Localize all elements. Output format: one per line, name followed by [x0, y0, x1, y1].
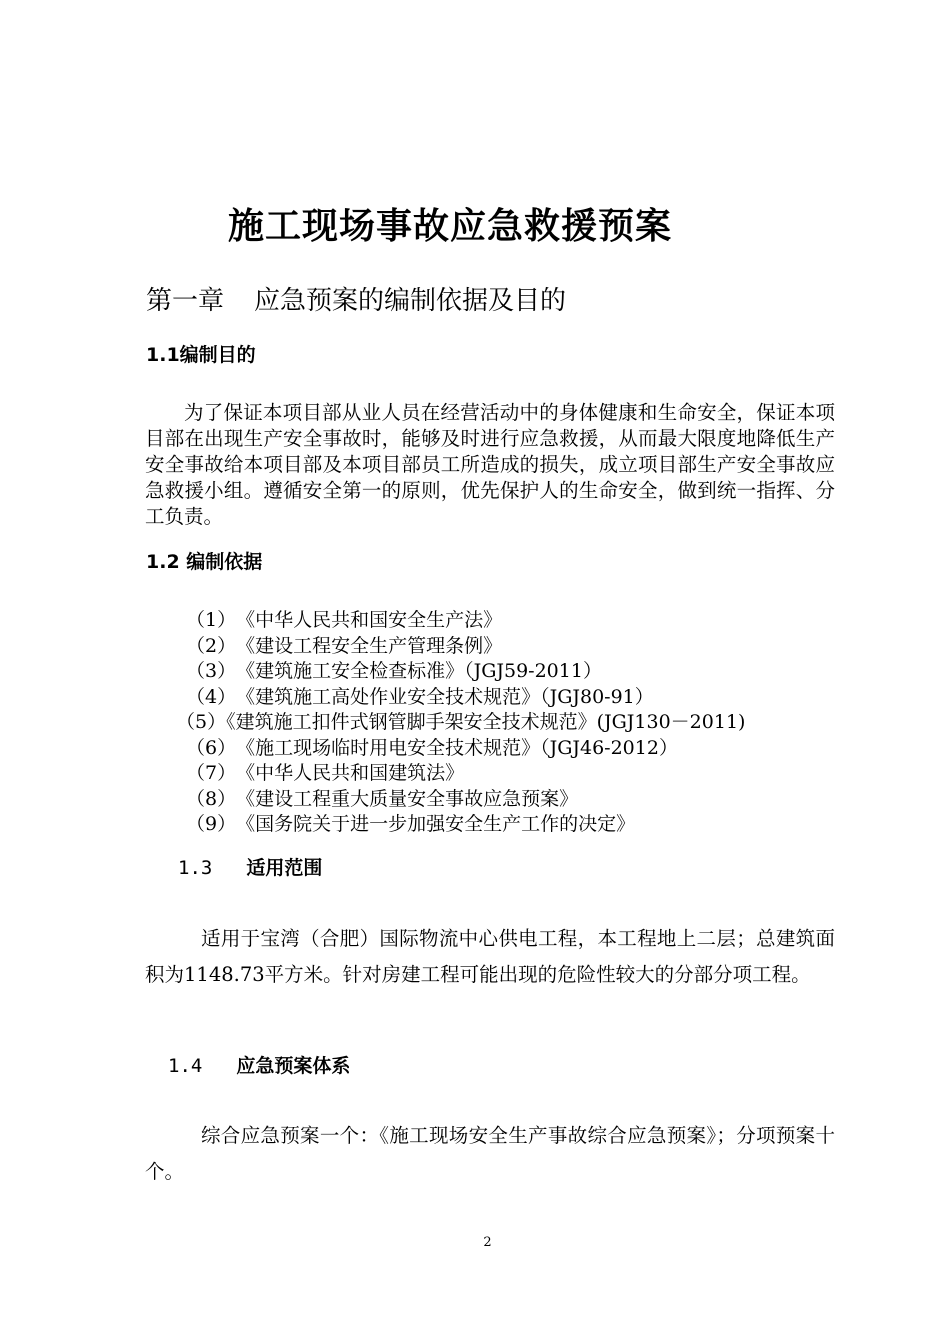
- section-1-1-body: 为了保证本项目部从业人员在经营活动中的身体健康和生命安全，保证本项目部在出现生产安全事故时，能够及时进行应急救援，从而最大限度地降低生产安全事故给本项目部及本项目部员工所造成的损失，成立项目部生产安全事故应急救援小组。遵循安全第一的原则，优先保护人的生命安全，做到统一指挥、分工负责。: [145, 401, 835, 528]
- list-item: （2） 《建设工程安全生产管理条例》: [186, 634, 503, 657]
- document-title: 施工现场事故应急救援预案: [227, 206, 672, 247]
- chapter-heading: [146, 280, 566, 317]
- chapter-label: 第一章: [146, 286, 225, 316]
- section-1-3-body: 适用于宝湾（合肥）国际物流中心供电工程，本工程地上二层；总建筑面积为1148.73平方米。针对房建工程可能出现的危险性较大的分部分项工程。: [145, 927, 835, 986]
- list-item: （9） 《国务院关于进一步加强安全生产工作的决定》: [186, 813, 636, 835]
- section-1-4-title: 应急预案体系: [236, 1055, 351, 1077]
- list-item: （4） 《建筑施工高处作业安全技术规范》（JGJ80-91）: [186, 685, 654, 708]
- section-1-4-body: 综合应急预案一个：《施工现场安全生产事故综合应急预案》；分项预案十个。: [145, 1124, 835, 1183]
- section-1-3-heading: [178, 853, 322, 880]
- section-1-3-title: 适用范围: [246, 857, 323, 879]
- list-item: （3） 《建筑施工安全检查标准》（JGJ59-2011）: [186, 660, 602, 682]
- page-number: 2: [483, 1235, 492, 1250]
- section-1-4-number: 1.4: [168, 1055, 203, 1077]
- chapter-title: 应急预案的编制依据及目的: [254, 286, 567, 316]
- section-1-1-heading: 1.1编制目的: [146, 344, 256, 366]
- list-item: （5）《建筑施工扣件式钢管脚手架安全技术规范》(JGJ130－2011): [176, 711, 746, 733]
- section-1-4-heading: [168, 1051, 350, 1078]
- list-item: （6） 《施工现场临时用电安全技术规范》（JGJ46-2012）: [186, 736, 678, 759]
- section-1-2-heading: 1.2 编制依据: [146, 551, 263, 573]
- section-1-3-number: 1.3: [178, 857, 213, 879]
- list-item: （8） 《建设工程重大质量安全事故应急预案》: [186, 787, 579, 810]
- reference-list: [176, 608, 746, 838]
- list-item: （1） 《中华人民共和国安全生产法》: [186, 609, 503, 631]
- list-item: （7） 《中华人民共和国建筑法》: [186, 762, 465, 784]
